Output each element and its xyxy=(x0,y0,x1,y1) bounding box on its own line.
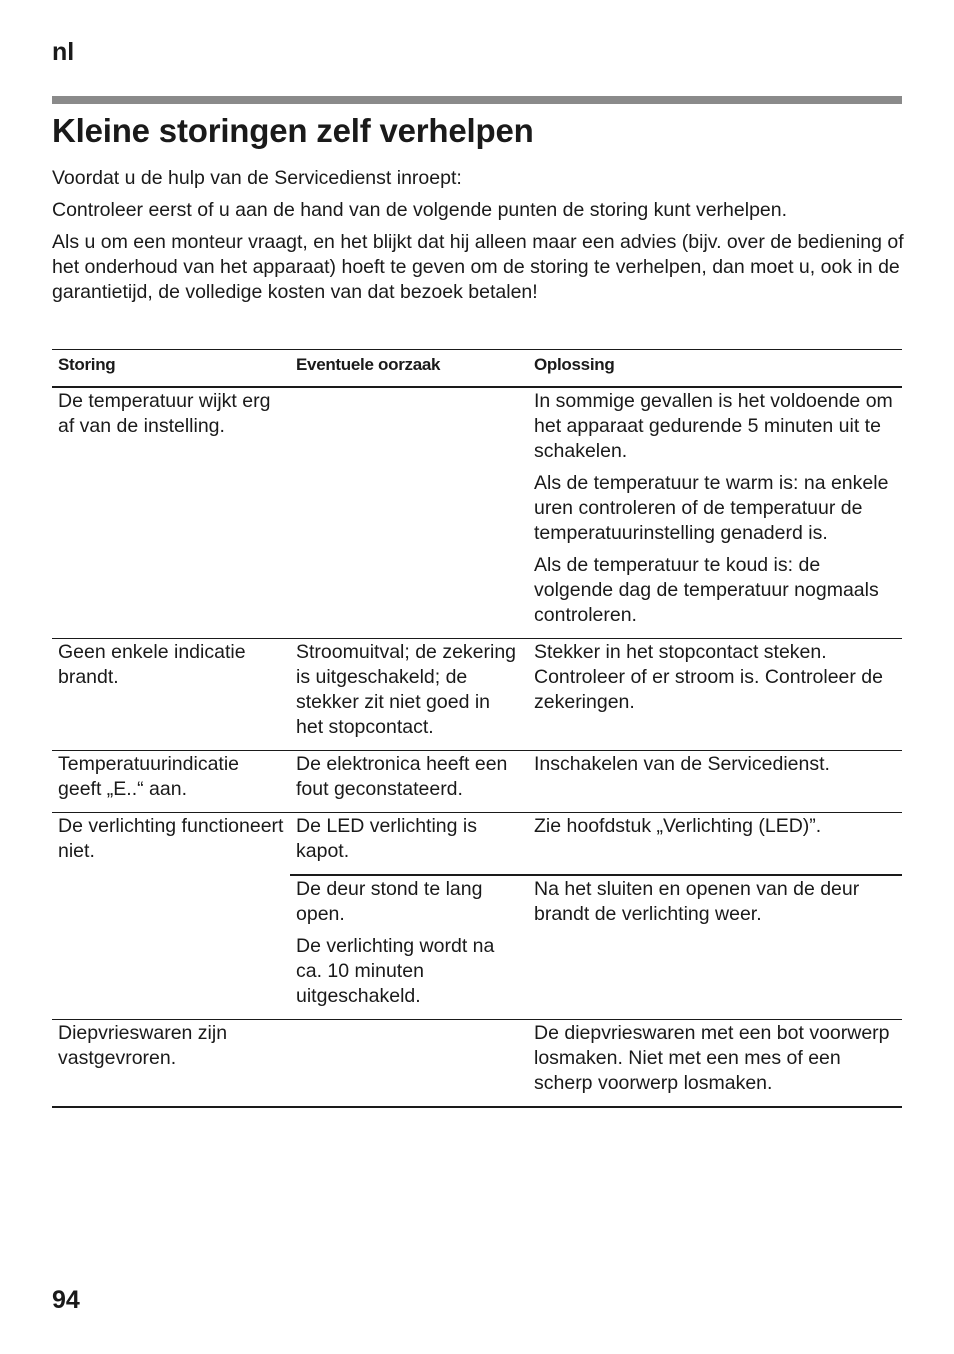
cell-oplossing xyxy=(528,1020,902,1108)
table-row xyxy=(52,875,902,1020)
cell-text: De temperatuur wijkt erg af van de instelling. xyxy=(58,390,271,437)
cell-text: Geen enkele indicatie brandt. xyxy=(58,641,246,688)
cell-storing xyxy=(52,1020,290,1108)
cell-text: Diepvrieswaren zijn vastgevroren. xyxy=(58,1022,228,1069)
intro-paragraph: Als u om een monteur vraagt, en het blijkt dat hij alleen maar een advies (bijv. over de bediening of het onderhoud van het apparaat) hoeft te geven om de storing te verhelpen, dan moet u, ook in de garantietijd, de volledige kosten van dat bezoek betalen! xyxy=(52,231,904,303)
cell-text: Als de temperatuur te koud is: de volgende dag de temperatuur nogmaals controleren. xyxy=(534,554,879,626)
cell-oplossing xyxy=(528,875,902,1020)
cell-text: Stekker in het stopcontact steken. Controleer of er stroom is. Controleer de zekeringen. xyxy=(534,641,883,713)
page-number: 94 xyxy=(52,1286,80,1314)
cell-text: Na het sluiten en openen van de deur brandt de verlichting weer. xyxy=(534,878,860,925)
cell-storing xyxy=(52,387,290,639)
cell-oorzaak xyxy=(290,875,528,1020)
cell-text: De LED verlichting is kapot. xyxy=(296,815,477,862)
cell-text: Zie hoofdstuk „Verlichting (LED)”. xyxy=(534,815,822,837)
cell-storing xyxy=(52,751,290,813)
intro-paragraph: Controleer eerst of u aan de hand van de volgende punten de storing kunt verhelpen. xyxy=(52,199,788,221)
header-oorzaak: Eventuele oorzaak xyxy=(290,350,528,388)
table-row xyxy=(52,387,902,639)
table-row xyxy=(52,1020,902,1108)
cell-storing xyxy=(52,813,290,876)
cell-storing xyxy=(52,639,290,751)
cell-oorzaak xyxy=(290,751,528,813)
cell-text: Stroomuitval; de zekering is uitgeschakeld; de stekker zit niet goed in het stopcontact. xyxy=(296,641,517,738)
header-storing: Storing xyxy=(52,350,290,388)
cell-text: De diepvrieswaren met een bot voorwerp losmaken. Niet met een mes of een scherp voorwerp losmaken. xyxy=(534,1022,890,1094)
cell-text: De verlichting functioneert niet. xyxy=(58,815,284,862)
table-row xyxy=(52,813,902,876)
cell-text: De deur stond te lang open. xyxy=(296,878,483,925)
cell-oorzaak xyxy=(290,639,528,751)
cell-text: Temperatuurindicatie geeft „E..“ aan. xyxy=(58,753,240,800)
cell-storing xyxy=(52,875,290,1020)
troubleshooting-table xyxy=(52,349,902,1108)
intro-paragraph: Voordat u de hulp van de Servicedienst inroept: xyxy=(52,167,462,189)
cell-oplossing xyxy=(528,751,902,813)
cell-oorzaak xyxy=(290,1020,528,1108)
intro-text xyxy=(52,166,912,312)
header-oplossing: Oplossing xyxy=(528,350,902,388)
table-row xyxy=(52,751,902,813)
cell-oplossing xyxy=(528,387,902,639)
cell-text: De verlichting wordt na ca. 10 minuten uitgeschakeld. xyxy=(296,935,495,1007)
page-title: Kleine storingen zelf verhelpen xyxy=(52,112,534,149)
language-label: nl xyxy=(52,38,75,66)
cell-oorzaak xyxy=(290,813,528,876)
cell-text: Als de temperatuur te warm is: na enkele uren controleren of de temperatuur de temperatuurinstelling genaderd is. xyxy=(534,472,889,544)
cell-oplossing xyxy=(528,813,902,876)
cell-text: In sommige gevallen is het voldoende om het apparaat gedurende 5 minuten uit te schakelen. xyxy=(534,390,893,462)
cell-text: Inschakelen van de Servicedienst. xyxy=(534,753,830,775)
cell-oplossing xyxy=(528,639,902,751)
cell-oorzaak xyxy=(290,387,528,639)
table-row xyxy=(52,639,902,751)
table-header-row xyxy=(52,350,902,388)
cell-text: De elektronica heeft een fout geconstateerd. xyxy=(296,753,508,800)
header-rule xyxy=(52,96,902,104)
